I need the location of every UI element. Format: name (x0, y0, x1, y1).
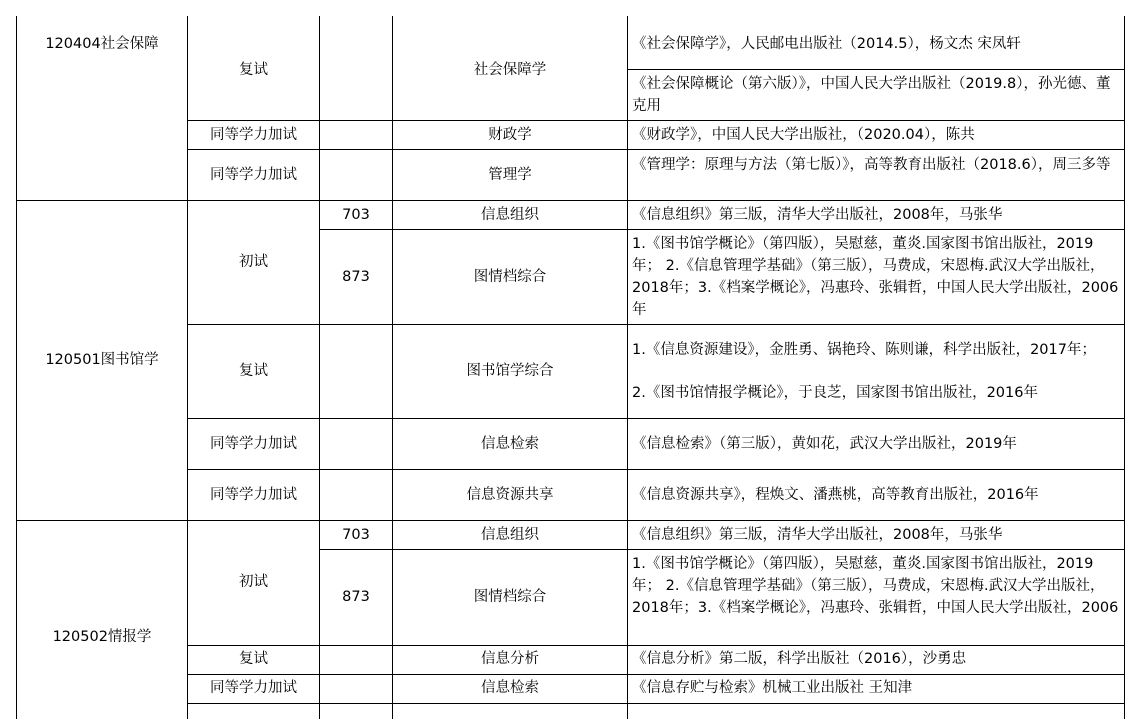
exam-stage: 初试 (239, 574, 268, 590)
subject-code: 873 (342, 269, 370, 285)
row-divider (187, 469, 1125, 470)
subject-code: 703 (342, 207, 370, 223)
row-divider (187, 645, 1125, 646)
reference-book: 《信息存贮与检索》机械工业出版社 王知津 (632, 680, 913, 696)
reference-book: 《管理学：原理与方法（第七版）》，高等教育出版社（2018.6），周三多等 (632, 157, 1111, 173)
subject-name: 图书馆学综合 (466, 363, 554, 379)
reference-book: 《信息组织》第三版，清华大学出版社，2008年，马张华 (632, 527, 1003, 543)
row-divider (187, 324, 1125, 325)
major-name: 120501图书馆学 (45, 352, 159, 368)
reference-book: 《社会保障概论（第六版）》，中国人民大学出版社（2019.8），孙光德、董克用 (632, 76, 1111, 114)
reference-book: 1.《图书馆学概论》（第四版），吴慰慈，董炎.国家图书馆出版社，2019年； 2.《信息管理学基础》（第三版），马费成，宋恩梅.武汉大学出版社，2018年；3.《档案学概论》，冯惠玲、张辑哲，中国人民大学出版社，2006年 (632, 236, 1119, 318)
row-divider (187, 674, 1125, 675)
major-name: 120404社会保障 (45, 36, 159, 52)
exam-stage: 同等学力加试 (210, 167, 297, 183)
table-border-right (1124, 16, 1125, 719)
column-divider (319, 16, 320, 719)
exam-stage: 同等学力加试 (210, 487, 297, 503)
subject-name: 管理学 (488, 167, 532, 183)
subject-name: 财政学 (488, 127, 532, 143)
subject-code: 873 (342, 589, 370, 605)
subject-name: 信息检索 (481, 436, 539, 452)
row-divider (16, 200, 1125, 201)
reference-book: 《社会保障学》，人民邮电出版社（2014.5），杨文杰 宋凤轩 (632, 36, 1021, 52)
reference-book: 1.《信息资源建设》，金胜勇、锅艳玲、陈则谦，科学出版社，2017年； (632, 342, 1096, 358)
reference-book: 《信息资源共享》，程焕文、潘燕桃，高等教育出版社，2016年 (632, 487, 1039, 503)
row-divider (187, 418, 1125, 419)
exam-stage: 同等学力加试 (210, 436, 297, 452)
subject-name: 信息分析 (481, 651, 539, 667)
column-divider (627, 16, 628, 719)
exam-stage: 初试 (239, 254, 268, 270)
row-divider (187, 149, 1125, 150)
exam-stage: 复试 (239, 651, 268, 667)
row-divider (319, 549, 1125, 550)
subject-name: 信息组织 (481, 527, 539, 543)
reference-book: 《信息检索》（第三版），黄如花，武汉大学出版社，2019年 (632, 436, 1017, 452)
row-divider (16, 520, 1125, 521)
subject-name: 社会保障学 (473, 62, 547, 78)
row-divider (187, 120, 1125, 121)
exam-stage: 同等学力加试 (210, 680, 297, 696)
subject-name: 信息组织 (481, 207, 539, 223)
subject-name: 图情档综合 (473, 269, 547, 285)
row-divider (627, 69, 1125, 70)
reference-book: 《信息分析》第二版，科学出版社（2016），沙勇忠 (632, 651, 967, 667)
exam-stage: 复试 (239, 62, 268, 78)
row-divider (187, 703, 1125, 704)
subject-name: 图情档综合 (473, 589, 547, 605)
reference-book: 《信息组织》第三版，清华大学出版社，2008年，马张华 (632, 207, 1003, 223)
reference-book: 2.《图书馆情报学概论》，于良芝，国家图书馆出版社，2016年 (632, 385, 1038, 401)
exam-stage: 同等学力加试 (210, 127, 297, 143)
exam-stage: 复试 (239, 363, 268, 379)
subject-code: 703 (342, 527, 370, 543)
major-name: 120502情报学 (52, 629, 152, 645)
subject-name: 信息检索 (481, 680, 539, 696)
reference-book: 1.《图书馆学概论》（第四版），吴慰慈，董炎.国家图书馆出版社，2019年； 2.《信息管理学基础》（第三版），马费成，宋恩梅.武汉大学出版社，2018年；3.《档案学概论》，冯惠玲、张辑哲，中国人民大学出版社，2006 (632, 556, 1119, 616)
reference-book: 《财政学》，中国人民大学出版社，（2020.04），陈共 (632, 127, 975, 143)
subject-name: 信息资源共享 (466, 487, 554, 503)
row-divider (319, 229, 1125, 230)
